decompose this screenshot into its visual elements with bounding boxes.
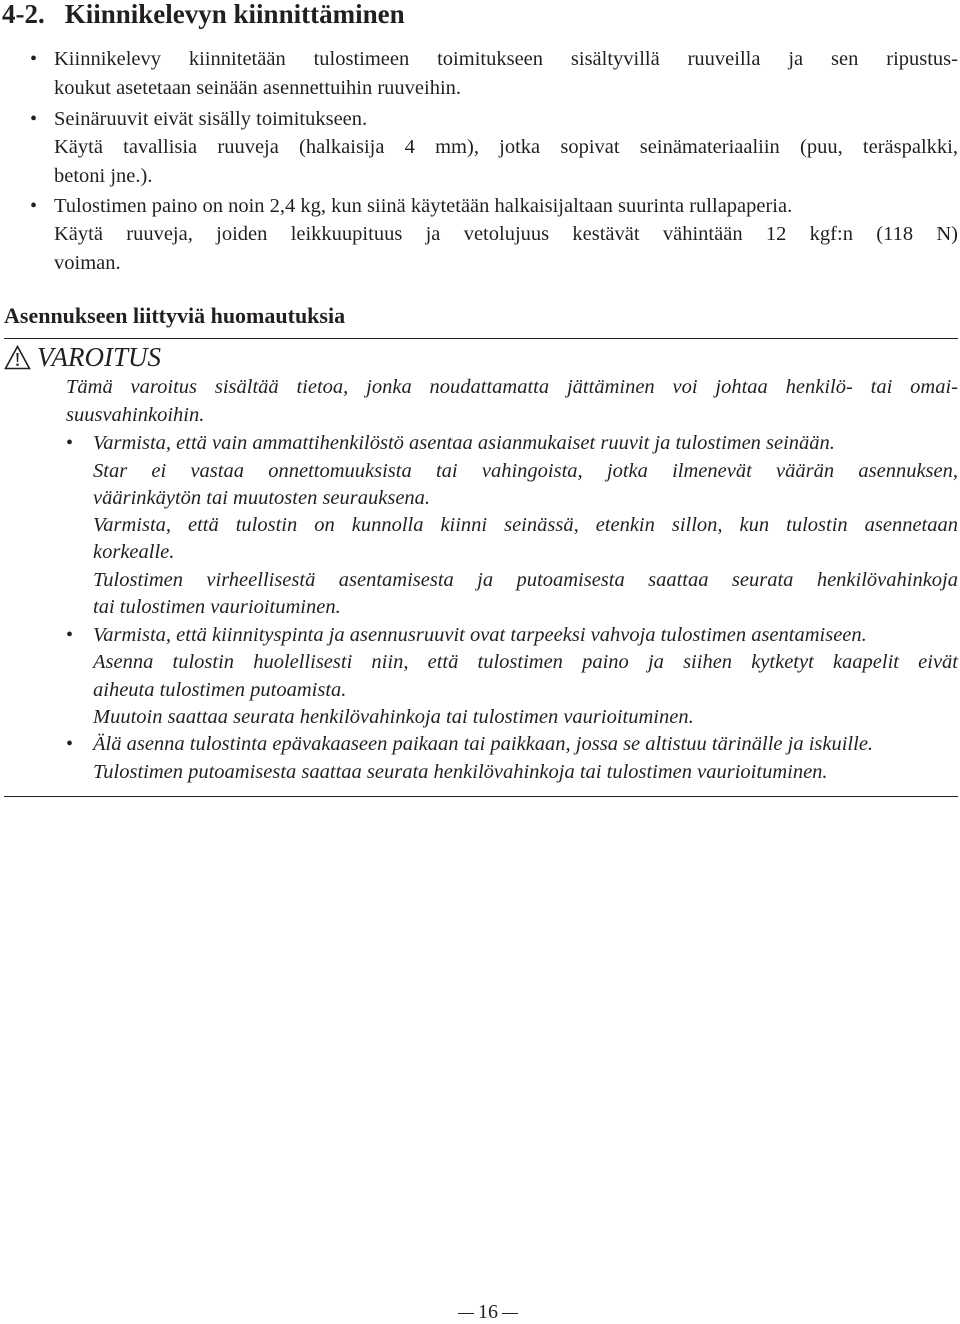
intro-line: Seinäruuvit eivät sisälly toimitukseen. [54,108,368,130]
bullet-marker: • [30,108,38,130]
warning-line: Tulostimen virheellisestä asentamisesta ja putoamisesta saattaa seurata henkilövahinkoja [93,569,958,591]
intro-line: Käytä ruuveja, joiden leikkuupituus ja vetolujuus kestävät vähintään 12 kgf:n (118 N) [54,223,958,245]
warning-header [4,340,161,374]
warning-line: Star ei vastaa onnettomuuksista tai vahingoista, jotka ilmenevät väärän asennuksen, [93,460,958,482]
warning-title: VAROITUS [37,342,161,372]
page-number-dash-right [502,1313,518,1314]
warning-line: tai tulostimen vaurioituminen. [93,596,341,618]
section-heading [2,0,405,29]
section-number: 4-2. [2,0,45,29]
bullet-marker: • [66,733,74,755]
intro-line: koukut asetetaan seinään asennettuihin ruuveihin. [54,77,462,99]
warning-line: Varmista, että tulostin on kunnolla kiinni seinässä, etenkin sillon, kun tulostin asennetaan [93,514,958,536]
intro-line: Kiinnikelevy kiinnitetään tulostimeen toimitukseen sisältyvillä ruuveilla ja sen ripustus- [54,48,958,70]
page-number-value: 16 [478,1301,498,1323]
bullet-marker: • [30,195,38,217]
warning-triangle-icon [4,345,31,370]
warning-line: väärinkäytön tai muutosten seurauksena. [93,487,431,509]
warning-line: Varmista, että kiinnityspinta ja asennusruuvit ovat tarpeeksi vahvoja tulostimen asentamiseen. [93,624,867,646]
warning-bottom-divider [4,796,958,797]
intro-line: Käytä tavallisia ruuveja (halkaisija 4 mm), jotka sopivat seinämateriaaliin (puu, teräspalkki, [54,136,958,158]
intro-line: voiman. [54,252,121,274]
warning-line: Varmista, että vain ammattihenkilöstö asentaa asianmukaiset ruuvit ja tulostimen seinään. [93,432,835,454]
warning-line: Tämä varoitus sisältää tietoa, jonka noudattamatta jättäminen voi johtaa henkilö- tai omai- [66,376,958,398]
warning-line: Asenna tulostin huolellisesti niin, että tulostimen paino ja siihen kytketyt kaapelit eivät [93,651,958,673]
page-number [454,1300,522,1324]
notes-heading: Asennukseen liittyviä huomautuksia [4,303,346,328]
warning-line: Älä asenna tulostinta epävakaaseen paikaan tai paikkaan, jossa se altistuu tärinälle ja iskuille. [93,733,874,755]
warning-line: aiheuta tulostimen putoamista. [93,679,347,701]
bullet-marker: • [66,432,74,454]
page-number-dash-left [458,1313,474,1314]
bullet-marker: • [30,48,38,70]
bullet-marker: • [66,624,74,646]
intro-line: Tulostimen paino on noin 2,4 kg, kun siinä käytetään halkaisijaltaan suurinta rullapaperia. [54,195,793,217]
section-divider [4,338,958,339]
warning-line: suusvahinkoihin. [66,404,205,426]
warning-line: Muutoin saattaa seurata henkilövahinkoja tai tulostimen vaurioituminen. [93,706,694,728]
warning-line: Tulostimen putoamisesta saattaa seurata henkilövahinkoja tai tulostimen vaurioituminen. [93,761,828,783]
section-title: Kiinnikelevyn kiinnittäminen [64,0,405,29]
intro-line: betoni jne.). [54,165,153,187]
warning-line: korkealle. [93,541,175,563]
